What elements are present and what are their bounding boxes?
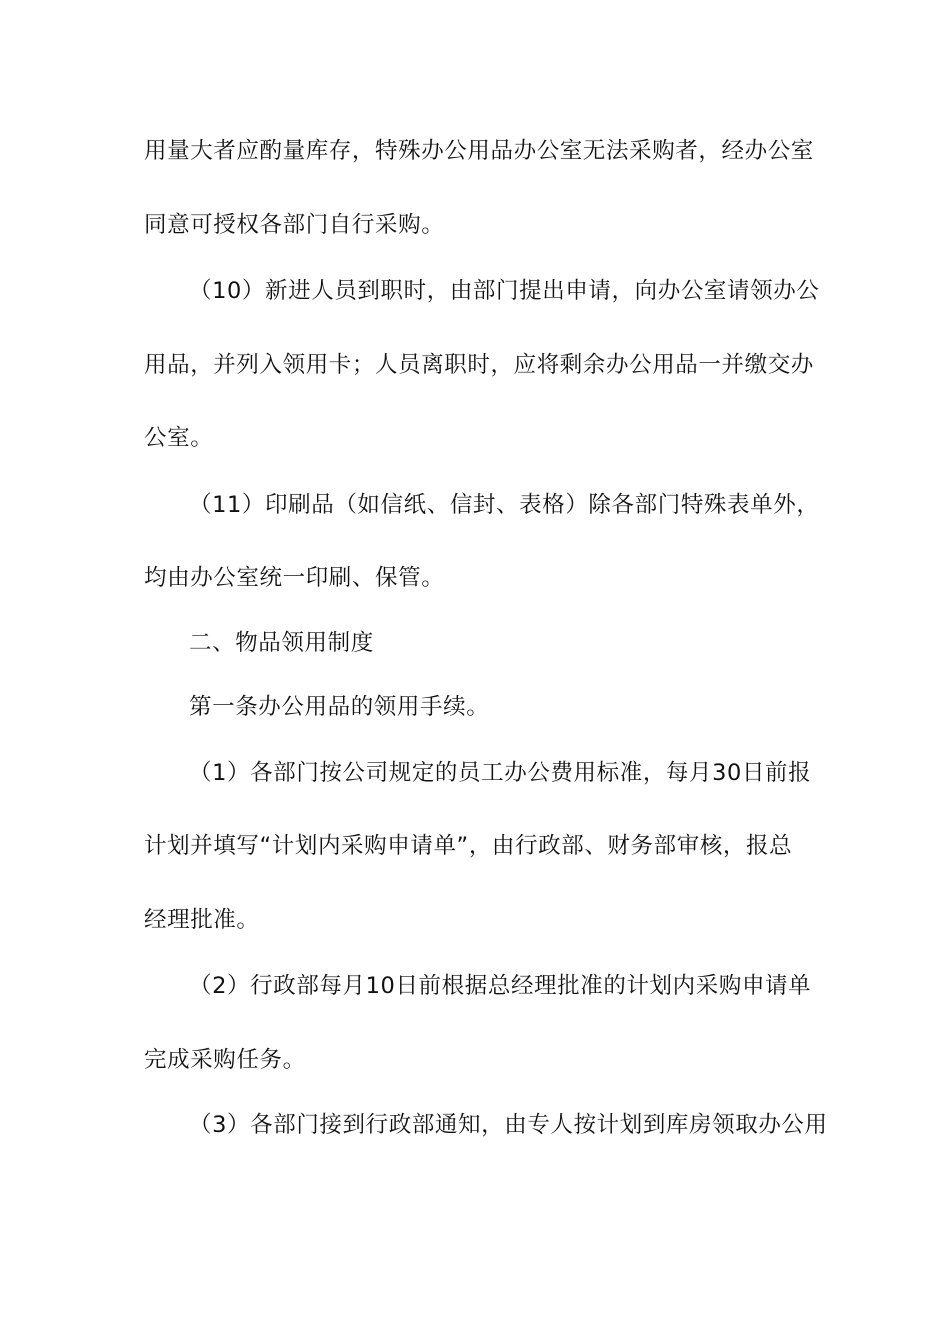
body-text-line: （3）各部门接到行政部通知，由专人按计划到库房领取办公用 <box>189 1112 828 1138</box>
body-text-line: 经理批准。 <box>144 907 260 933</box>
body-text-line: 用品，并列入领用卡；人员离职时，应将剩余办公用品一并缴交办 <box>144 352 814 378</box>
body-text-line: （2）行政部每月10日前根据总经理批准的计划内采购申请单 <box>189 973 812 999</box>
body-text-line: 均由办公室统一印刷、保管。 <box>144 565 445 591</box>
body-text-line: （1）各部门按公司规定的员工办公费用标准，每月30日前报 <box>189 760 812 786</box>
body-text-line: 同意可授权各部门自行采购。 <box>144 212 445 238</box>
body-text-line: （11）印刷品（如信纸、信封、表格）除各部门特殊表单外， <box>189 492 820 518</box>
body-text-line: 完成采购任务。 <box>144 1047 306 1073</box>
body-text-line: 公室。 <box>144 425 214 451</box>
body-text-line: （10）新进人员到职时，由部门提出申请，向办公室请领办公 <box>189 278 820 304</box>
article-heading: 第一条办公用品的领用手续。 <box>189 694 490 720</box>
body-text-line: 计划并填写“计划内采购申请单”，由行政部、财务部审核，报总 <box>144 833 793 859</box>
section-heading: 二、物品领用制度 <box>189 630 374 656</box>
body-text-line: 用量大者应酌量库存，特殊办公用品办公室无法采购者，经办公室 <box>144 138 814 164</box>
